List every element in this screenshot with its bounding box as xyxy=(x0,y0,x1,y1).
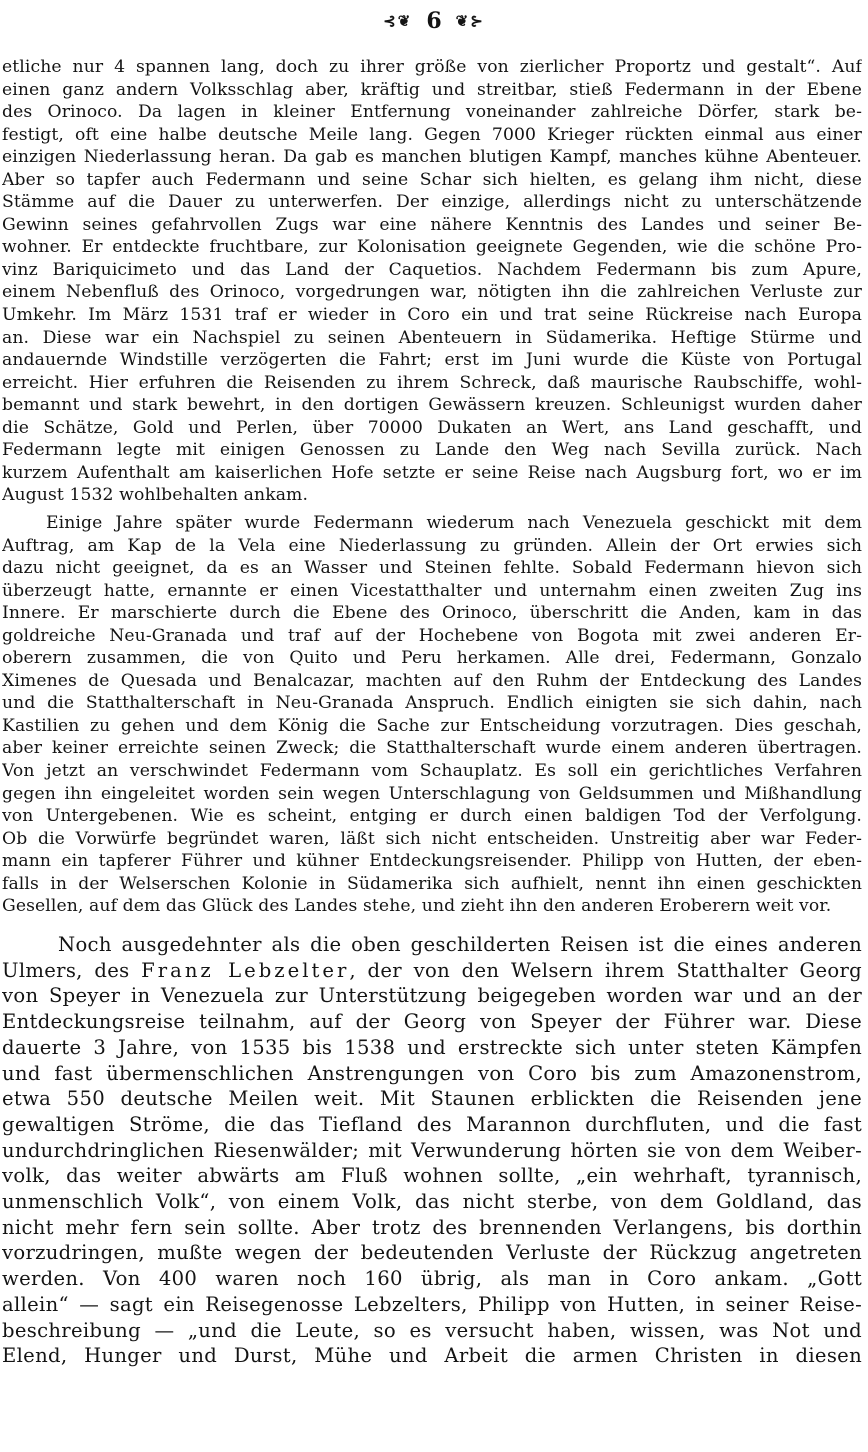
text-line: von Untergebenen. Wie es scheint, entging er durch einen baldigen Tod der Verfolgung. xyxy=(2,806,862,827)
text-line: dazu nicht geeignet, da es an Wasser und Steinen fehlte. Sobald Federmann hievon sich xyxy=(2,558,862,579)
text-line: Ximenes de Quesada und Benalcazar, machten auf den Ruhm der Entdeckung des Landes xyxy=(2,670,862,691)
text-line: August 1532 wohlbehalten ankam. xyxy=(2,485,309,506)
text-line: vorzudringen, mußte wegen der bedeutenden Verluste der Rückzug angetreten xyxy=(2,1241,862,1265)
text-line: bemannt und stark bewehrt, in den dortigen Gewässern kreuzen. Schleunigst wurden daher xyxy=(2,395,862,416)
text-line: Einige Jahre später wurde Federmann wiederum nach Venezuela geschickt mit dem xyxy=(46,513,862,533)
text-line: Umkehr. Im März 1531 traf er wieder in Coro ein und trat seine Rückreise nach Europa xyxy=(2,305,862,326)
text-line: Entdeckungsreise teilnahm, auf der Georg von Speyer der Führer war. Diese xyxy=(2,1010,862,1034)
text-line: goldreiche Neu-Granada und traf auf der Hochebene von Bogota mit zwei anderen Er- xyxy=(2,625,862,646)
text-line: Aber so tapfer auch Federmann und seine Schar sich hielten, es gelang ihm nicht, diese xyxy=(2,169,862,190)
text-segment: Ulmers, des xyxy=(2,958,142,982)
text-line: wohner. Er entdeckte fruchtbare, zur Kolonisation geeignete Gegenden, wie die schöne Pro- xyxy=(2,237,862,258)
page-number: 6 xyxy=(426,8,442,34)
text-line: oberern zusammen, die von Quito und Peru herkamen. Alle drei, Federmann, Gonzalo xyxy=(2,648,862,669)
text-line: Gesellen, auf dem das Glück des Landes stehe, und zieht ihn den anderen Eroberern weit vor. xyxy=(2,896,832,917)
text-line xyxy=(2,958,862,984)
text-line: Auftrag, am Kap de la Vela eine Niederlassung zu gründen. Allein der Ort erwies sich xyxy=(2,535,862,556)
text-line: einen ganz andern Volksschlag aber, kräftig und streitbar, stieß Federmann in der Ebene xyxy=(2,79,862,100)
paragraph-federmann-first-journey xyxy=(2,56,862,507)
text-line: Kastilien zu gehen und dem König die Sache zur Entscheidung vorzutragen. Dies geschah, xyxy=(2,715,862,736)
text-line: Noch ausgedehnter als die oben geschilderten Reisen ist die eines anderen xyxy=(58,933,862,956)
text-line: werden. Von 400 waren noch 160 übrig, als man in Coro ankam. „Gott xyxy=(2,1267,862,1291)
text-line: vinz Bariquicimeto und das Land der Caquetios. Nachdem Federmann bis zum Apure, xyxy=(2,259,862,280)
text-line: aber keiner erreichte seinen Zweck; die Statthalterschaft wurde einem anderen übertragen. xyxy=(2,738,862,759)
ornament-left: ⊰❦ xyxy=(383,12,413,30)
text-line: gewaltigen Ströme, die das Tiefland des Marannon durchfluten, und die fast xyxy=(2,1112,862,1136)
text-line: Stämme auf die Dauer zu unterwerfen. Der einzige, allerdings nicht zu unterschätzende xyxy=(2,192,862,213)
text-line: überzeugt hatte, ernannte er einen Vicestatthalter und unternahm einen zweiten Zug ins xyxy=(2,580,862,601)
text-line: des Orinoco. Da lagen in kleiner Entfernung voneinander zahlreiche Dörfer, stark be- xyxy=(2,102,862,123)
text-line: und die Statthalterschaft in Neu-Granada Anspruch. Endlich einigten sie sich dahin, nach xyxy=(2,693,862,714)
text-line: Elend, Hunger und Durst, Mühe und Arbeit die armen Christen in diesen xyxy=(2,1344,862,1368)
text-line: von Speyer in Venezuela zur Unterstützung beigegeben worden war und an der xyxy=(2,984,862,1008)
text-line: an. Diese war ein Nachspiel zu seinen Abenteuern in Südamerika. Heftige Stürme und xyxy=(2,327,862,348)
text-segment: , der von den Welsern ihrem Statthalter Georg xyxy=(349,958,862,982)
text-line: die Schätze, Gold und Perlen, über 70000 Dukaten an Wert, ans Land geschafft, und xyxy=(2,417,862,438)
paragraph-federmann-second-journey xyxy=(2,512,862,918)
text-line: erreicht. Hier erfuhren die Reisenden zu ihrem Schreck, daß maurische Raubschiffe, wohl- xyxy=(2,372,862,393)
text-line: andauernde Windstille verzögerten die Fahrt; erst im Juni wurde die Küste von Portugal xyxy=(2,350,862,371)
person-name-emphasis: Franz Lebzelter xyxy=(141,958,350,982)
text-line: volk, das weiter abwärts am Fluß wohnen sollte, „ein wehrhaft, tyrannisch, xyxy=(2,1164,862,1188)
text-line: etliche nur 4 spannen lang, doch zu ihrer größe von zierlicher Proportz und gestalt“. Auf xyxy=(2,57,862,77)
text-line: festigt, oft eine halbe deutsche Meile lang. Gegen 7000 Krieger rückten einmal aus einer xyxy=(2,124,862,145)
text-line: Federmann legte mit einigen Genossen zu Lande den Weg nach Sevilla zurück. Nach xyxy=(2,440,862,461)
text-line: unmenschlich Volk“, von einem Volk, das nicht sterbe, von dem Goldland, das xyxy=(2,1190,862,1214)
text-line: einem Nebenfluß des Orinoco, vorgedrungen war, nötigten ihn die zahlreichen Verluste zur xyxy=(2,282,862,303)
text-line: und fast übermenschlichen Anstrengungen von Coro bis zum Amazonenstrom, xyxy=(2,1061,862,1085)
text-line: Innere. Er marschierte durch die Ebene des Orinoco, überschritt die Anden, kam in das xyxy=(2,603,862,624)
text-line: beschreibung — „und die Leute, so es versucht haben, wissen, was Not und xyxy=(2,1318,862,1342)
text-line: Gewinn seines gefahrvollen Zugs war eine nähere Kenntnis des Landes und seiner Be- xyxy=(2,214,862,235)
text-line: undurchdringlichen Riesenwälder; mit Verwunderung hörten sie von dem Weiber- xyxy=(2,1138,862,1162)
text-line: kurzem Aufenthalt am kaiserlichen Hofe setzte er seine Reise nach Augsburg fort, wo er im xyxy=(2,462,862,483)
text-line: gegen ihn eingeleitet worden sein wegen Unterschlagung von Geldsummen und Mißhandlung xyxy=(2,783,862,804)
text-line: falls in der Welserschen Kolonie in Südamerika sich aufhielt, nennt ihn einen geschickten xyxy=(2,873,862,894)
page-header xyxy=(0,6,868,36)
text-line: nicht mehr fern sein sollte. Aber trotz des brennenden Verlangens, bis dorthin xyxy=(2,1215,862,1239)
text-line: etwa 550 deutsche Meilen weit. Mit Staunen erblickten die Reisenden jene xyxy=(2,1087,862,1111)
ornament-right: ❦⊱ xyxy=(455,12,485,30)
text-line: Ob die Vorwürfe begründet waren, läßt sich nicht entscheiden. Unstreitig aber war Feder- xyxy=(2,828,862,849)
text-line: mann ein tapferer Führer und kühner Entdeckungsreisender. Philipp von Hutten, der eben- xyxy=(2,851,862,872)
text-line: Von jetzt an verschwindet Federmann vom Schauplatz. Es soll ein gerichtliches Verfahren xyxy=(2,761,862,782)
paragraph-lebzelter-journey xyxy=(2,932,862,1369)
text-line: allein“ — sagt ein Reisegenosse Lebzelters, Philipp von Hutten, in seiner Reise- xyxy=(2,1292,862,1316)
text-line: dauerte 3 Jahre, von 1535 bis 1538 und erstreckte sich unter steten Kämpfen xyxy=(2,1035,862,1059)
text-line: einzigen Niederlassung heran. Da gab es manchen blutigen Kampf, manches kühne Abenteuer. xyxy=(2,147,862,168)
